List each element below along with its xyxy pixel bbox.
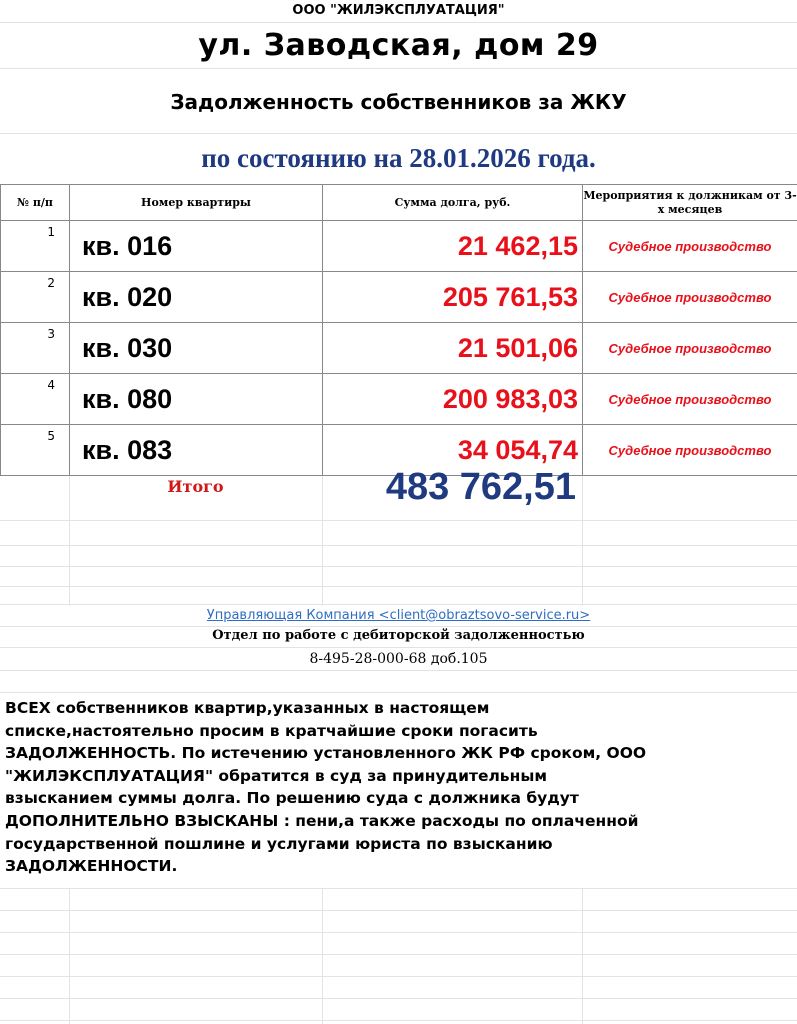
table-row — [1, 272, 797, 323]
report-subtitle: Задолженность собственников за ЖКУ — [170, 90, 627, 114]
table-row — [1, 221, 797, 272]
row-number: 2 — [1, 272, 70, 323]
debt-amount: 200 983,03 — [323, 374, 583, 425]
row-number: 1 — [1, 221, 70, 272]
debt-measure: Судебное производство — [583, 272, 797, 323]
debt-amount: 205 761,53 — [323, 272, 583, 323]
debt-amount: 21 462,15 — [323, 221, 583, 272]
apartment-number: кв. 030 — [70, 323, 323, 374]
apartment-number: кв. 083 — [70, 425, 323, 476]
row-number: 3 — [1, 323, 70, 374]
table-header-row — [1, 185, 797, 221]
notice-line: ЗАДОЛЖЕННОСТИ. — [5, 857, 178, 876]
notice-line: списке,настоятельно просим в кратчайшие сроки погасить — [5, 721, 538, 740]
notice-line: "ЖИЛЭКСПЛУАТАЦИЯ" обратится в суд за принудительным — [5, 766, 548, 785]
apartment-number: кв. 080 — [70, 374, 323, 425]
management-company-link[interactable]: Управляющая Компания <client@obraztsovo-service.ru> — [206, 608, 591, 623]
notice-line: государственной пошлине и услугами юриста по взысканию — [5, 834, 553, 853]
debt-measure: Судебное производство — [583, 425, 797, 476]
table-row — [1, 374, 797, 425]
report-date: по состоянию на 28.01.2026 года. — [201, 143, 596, 173]
department-name: Отдел по работе с дебиторской задолженностью — [212, 628, 585, 643]
debt-measure: Судебное производство — [583, 221, 797, 272]
table-row — [1, 323, 797, 374]
notice-line: ДОПОЛНИТЕЛЬНО ВЗЫСКАНЫ : пени,а также расходы по оплаченной — [5, 811, 639, 830]
apartment-number: кв. 016 — [70, 221, 323, 272]
debt-measure: Судебное производство — [583, 374, 797, 425]
apartment-number: кв. 020 — [70, 272, 323, 323]
row-number: 5 — [1, 425, 70, 476]
row-number: 4 — [1, 374, 70, 425]
total-amount: 483 762,51 — [385, 466, 576, 508]
column-header-number: № п/п — [1, 185, 70, 221]
debt-amount: 21 501,06 — [323, 323, 583, 374]
column-header-apartment: Номер квартиры — [70, 185, 323, 221]
column-header-amount: Сумма долга, руб. — [323, 185, 583, 221]
debtor-notice — [5, 697, 785, 878]
total-label: Итого — [167, 477, 224, 496]
debt-table — [0, 184, 797, 476]
notice-line: ВСЕХ собственников квартир,указанных в настоящем — [5, 699, 490, 717]
notice-line: взысканием суммы долга. По решению суда с должника будут — [5, 789, 579, 808]
company-name: ООО "ЖИЛЭКСПЛУАТАЦИЯ" — [292, 3, 505, 18]
notice-line: ЗАДОЛЖЕННОСТЬ. По истечению установленного ЖК РФ сроком, ООО — [5, 744, 647, 763]
column-header-measures: Мероприятия к должникам от 3-х месяцев — [583, 185, 797, 221]
contact-phone: 8-495-28-000-68 доб.105 — [309, 651, 488, 667]
street-address-title: ул. Заводская, дом 29 — [198, 28, 599, 63]
debt-measure: Судебное производство — [583, 323, 797, 374]
debt-amount: 34 054,74 — [323, 425, 583, 476]
